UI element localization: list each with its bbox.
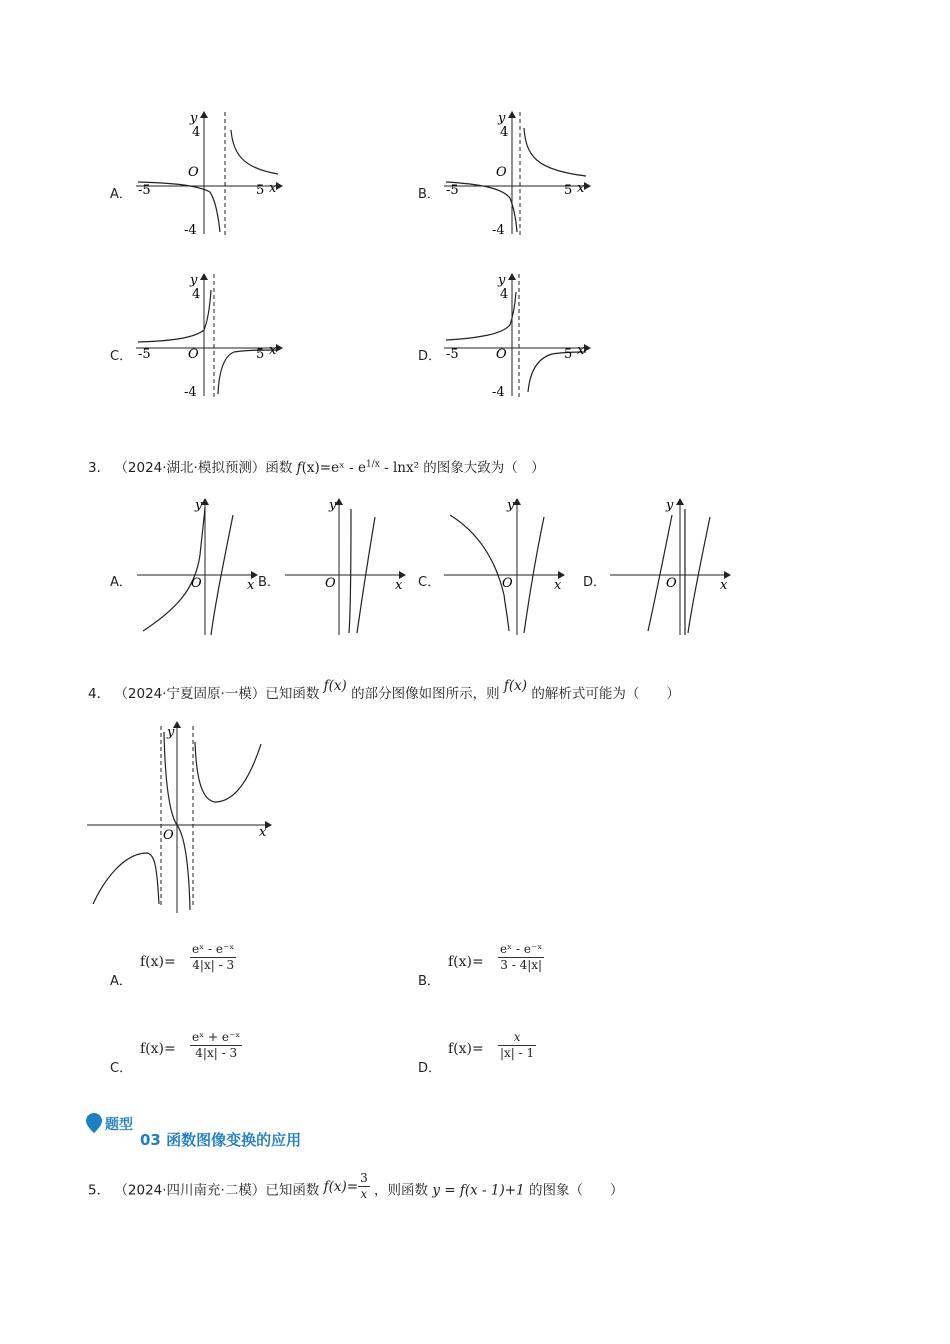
svg-text:x: x [577, 343, 585, 358]
section-title [140, 1129, 301, 1150]
q4-d-frac: $\frac{x}{|x| - 1}$ [500, 1030, 535, 1060]
svg-text:x: x [554, 578, 562, 593]
q2-option-b-label[interactable]: B． [418, 187, 440, 202]
tick-5: 5 [256, 183, 265, 198]
svg-text:x: x [720, 578, 728, 593]
svg-text:-4: -4 [184, 385, 197, 400]
svg-text:O: O [163, 828, 174, 843]
svg-text:y: y [195, 498, 203, 513]
q4-source: （2024·宁夏固原·一模）已知函数 [114, 686, 320, 702]
y-label: y [190, 111, 198, 126]
svg-text:-4: -4 [492, 385, 505, 400]
svg-text:4: 4 [500, 125, 509, 140]
q4-a-frac: $\frac{\text{eˣ - e⁻ˣ}}{4|x| - 3}$ [192, 942, 235, 972]
section-tag: 题型 [105, 1117, 133, 1133]
q2-option-d-graph [440, 270, 600, 400]
q4-graph [85, 718, 275, 918]
q5-source: （2024·四川南充·二模）已知函数 [114, 1182, 320, 1199]
svg-text:y: y [190, 273, 198, 288]
q3-option-c-graph [442, 495, 567, 640]
q3-option-a-graph [135, 495, 260, 640]
q3-tail: - lnx² [379, 460, 419, 476]
q3-option-d-graph [608, 495, 733, 640]
location-pin-icon [85, 1112, 103, 1134]
q2-option-a-graph [132, 108, 292, 238]
svg-text:x: x [247, 578, 255, 593]
q4-number: 4． [88, 686, 111, 702]
q3-option-b-label[interactable]: B． [258, 575, 280, 590]
q3-body: =eˣ - e [319, 460, 366, 476]
svg-text:5: 5 [256, 347, 265, 362]
curve-right [231, 130, 278, 174]
section-name: 函数图像变换的应用 [166, 1131, 302, 1149]
q3-option-d-label[interactable]: D． [583, 575, 607, 590]
q5-frac: $\frac{3}{x}$ [360, 1171, 368, 1201]
svg-text:x: x [395, 578, 403, 593]
q3-source: （2024·湖北·模拟预测）函数 [114, 460, 293, 476]
svg-text:x: x [269, 343, 277, 358]
q3-option-c-label[interactable]: C． [418, 575, 441, 590]
svg-text:-4: -4 [492, 223, 505, 238]
svg-text:O: O [502, 576, 513, 591]
svg-text:4: 4 [192, 287, 201, 302]
q2-option-d-label[interactable]: D． [418, 349, 442, 364]
q3-number: 3． [88, 460, 111, 476]
q3-stem [88, 456, 545, 476]
q4-b-frac: $\frac{\text{eˣ - e⁻ˣ}}{3 - 4|x|}$ [500, 942, 543, 972]
q3-arg: (x) [301, 460, 320, 476]
q4-c-lhs: f(x)= [140, 1041, 176, 1057]
svg-text:x: x [577, 181, 585, 196]
svg-text:x: x [259, 825, 267, 840]
q3-option-b-graph [283, 495, 408, 640]
q5-stem [88, 1171, 624, 1206]
svg-text:y: y [498, 111, 506, 126]
q3-f: f [296, 460, 302, 476]
tick-neg5: -5 [138, 183, 151, 198]
q3-option-a-label[interactable]: A． [110, 575, 132, 590]
q4-d-lhs: f(x)= [448, 1041, 484, 1057]
svg-text:O: O [496, 165, 507, 180]
q4-middle: 的部分图像如图所示，则 [351, 686, 500, 702]
q4-fx2: f(x) [503, 678, 528, 694]
tick-4: 4 [192, 125, 201, 140]
svg-text:O: O [188, 347, 199, 362]
x-label: x [269, 181, 277, 196]
q2-option-b-graph [440, 108, 600, 238]
svg-text:O: O [191, 576, 202, 591]
q3-exp: 1/x [365, 459, 380, 470]
q5-lhs: f(x)= [323, 1178, 359, 1195]
svg-text:y: y [507, 498, 515, 513]
svg-text:5: 5 [564, 183, 573, 198]
q4-fx: f(x) [323, 678, 347, 694]
svg-text:y: y [666, 498, 674, 513]
q5-number: 5． [88, 1182, 111, 1199]
svg-text:-5: -5 [446, 183, 459, 198]
svg-text:y: y [498, 273, 506, 288]
svg-text:O: O [325, 576, 336, 591]
svg-text:5: 5 [564, 347, 573, 362]
q4-option-a[interactable]: A． f(x)= $\frac{\text{eˣ - e⁻ˣ}}{4|x| - 3}$ [110, 942, 235, 989]
q4-option-d[interactable]: D． f(x)= $\frac{x}{|x| - 1}$ [418, 1030, 535, 1076]
tick-neg4: -4 [184, 223, 197, 238]
q4-option-c[interactable]: C． f(x)= $\frac{\text{eˣ + e⁻ˣ}}{4|x| - 3}$ [110, 1030, 241, 1076]
q5-middle: ，则函数 [374, 1182, 429, 1199]
q5-expr: y = f(x - 1)+1 [432, 1182, 525, 1199]
q5-suffix: 的图象（ ） [528, 1182, 624, 1199]
q4-option-b[interactable]: B． f(x)= $\frac{\text{eˣ - e⁻ˣ}}{3 - 4|x|}$ [418, 942, 543, 989]
svg-text:-5: -5 [446, 347, 459, 362]
svg-text:O: O [666, 576, 677, 591]
svg-text:y: y [167, 725, 175, 740]
svg-text:O: O [496, 347, 507, 362]
q3-suffix: 的图象大致为（ ） [423, 460, 545, 476]
svg-text:y: y [329, 498, 337, 513]
q2-option-a-label[interactable]: A． [110, 187, 132, 202]
q2-option-c-graph [132, 270, 292, 400]
origin-label: O [188, 165, 199, 180]
q4-suffix: 的解析式可能为（ ） [531, 686, 680, 702]
q2-option-c-label[interactable]: C． [110, 349, 133, 364]
q4-c-frac: $\frac{\text{eˣ + e⁻ˣ}}{4|x| - 3}$ [192, 1030, 241, 1060]
svg-text:4: 4 [500, 287, 509, 302]
q4-a-lhs: f(x)= [140, 954, 176, 970]
q4-b-lhs: f(x)= [448, 954, 484, 970]
section-number: 03 [140, 1131, 161, 1149]
q4-stem [88, 678, 680, 702]
svg-text:-5: -5 [138, 347, 151, 362]
